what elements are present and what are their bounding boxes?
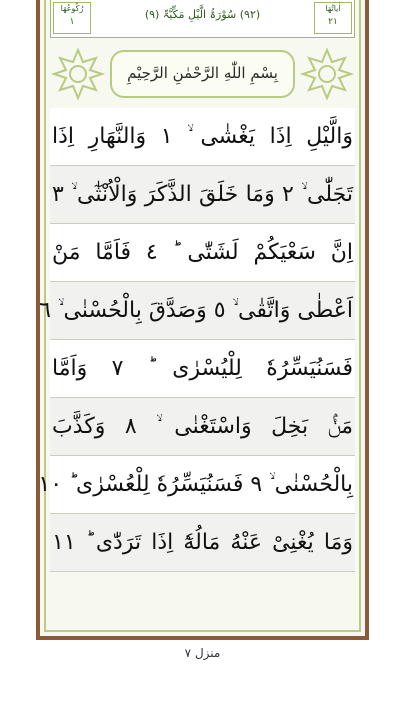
ayah-count-value: ٢١	[328, 17, 338, 27]
surah-header	[50, 0, 355, 38]
verse-line-text: فَسَنُيَسِّرُهٗ لِلْيُسْرٰى ؕ ٧ وَاَمَّا	[52, 356, 353, 381]
verse-line	[38, 456, 355, 514]
verse-lines	[38, 108, 355, 572]
verse-line	[50, 166, 355, 224]
ruku-count-box	[53, 2, 91, 34]
mushaf-page	[36, 0, 369, 640]
bismillah-frame	[110, 50, 295, 98]
verse-line-text: اِنَّ سَعْيَكُمْ لَشَتّٰى ؕ ٤ فَاَمَّا مَنْ	[52, 240, 353, 265]
verse-line	[50, 108, 355, 166]
ayah-count-box	[314, 2, 352, 34]
verse-line	[50, 514, 355, 572]
ruku-count-value: ١	[69, 17, 75, 27]
verse-line-text: تَجَلّٰى ۙ ٢ وَمَا خَلَقَ الذَّكَرَ وَالْاُنْثٰٓى ۙ ٣	[52, 182, 353, 207]
verse-line	[50, 224, 355, 282]
verse-line	[50, 340, 355, 398]
verse-line-text: وَمَا يُغْنِىْ عَنْهُ مَالُهٗٓ اِذَا تَرَدّٰى ؕ ١١	[52, 530, 353, 555]
verse-line-text: اَعْطٰى وَاتَّقٰى ۙ ٥ وَصَدَّقَ بِالْحُسْنٰى ۙ ٦	[39, 298, 353, 323]
right-ornament-icon	[301, 48, 353, 100]
bismillah-text: بِسْمِ اللّٰهِ الرَّحْمٰنِ الرَّحِيْمِ	[127, 64, 278, 82]
bismillah-band	[50, 42, 355, 106]
verse-line	[39, 282, 355, 340]
verse-line-text: بِالْحُسْنٰى ۙ ٩ فَسَنُيَسِّرُهٗ لِلْعُسْرٰى ؕ ١٠	[38, 472, 353, 497]
verse-line-text: مَنْۢ بَخِلَ وَاسْتَغْنٰى ۙ ٨ وَكَذَّبَ	[52, 414, 353, 439]
left-ornament-icon	[52, 48, 104, 100]
verse-line-text: وَالَّيْلِ اِذَا يَغْشٰى ۙ ١ وَالنَّهَارِ اِذَا	[52, 124, 353, 149]
surah-title: (٩٢) سُوْرَۃُ الَّیْلِ مَکِّیَّۃٌ (٩)	[144, 8, 261, 21]
manzil-footer: منزل ٧	[184, 646, 221, 660]
ruku-count-label: رُکُوعُھَا	[60, 4, 84, 13]
ayah-count-label: اٰیاتُھَا	[325, 4, 341, 13]
verse-line	[50, 398, 355, 456]
